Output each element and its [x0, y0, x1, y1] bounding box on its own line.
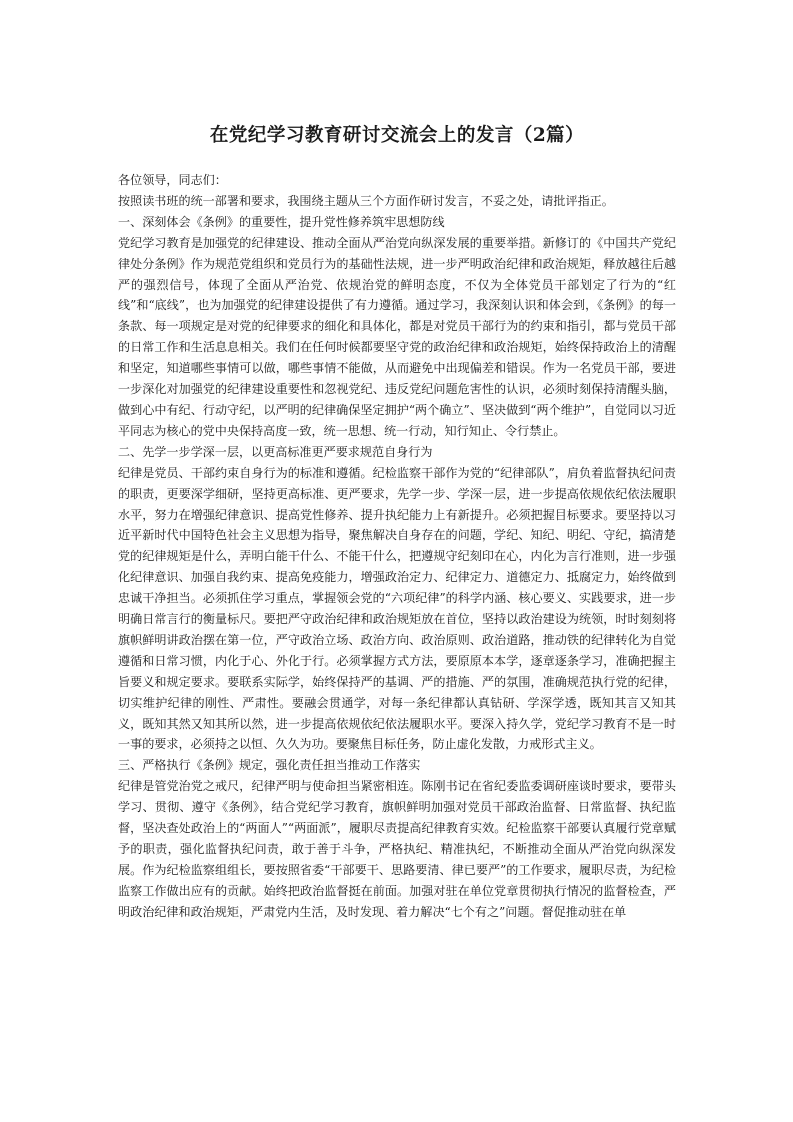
document-page	[118, 0, 676, 1122]
document-title: 在党纪学习教育研讨交流会上的发言（2篇）	[209, 125, 585, 146]
section-3-paragraph: 纪律是管党治党之戒尺，纪律严明与使命担当紧密相连。陈刚书记在省纪委监委调研座谈时要求，要带头学习、贯彻、遵守《条例》，结合党纪学习教育，旗帜鲜明加强对党员干部政治监督、日常监督、执纪监督，坚决查处政治上的“两面人”“两面派”，履职尽责提高纪律教育实效。纪检监察干部要认真履行党章赋予的职责，强化监督执纪问责，敢于善于斗争，严格执纪、精准执纪，不断推动全面从严治党向纵深发展。作为纪检监察组组长，要按照省委“干部要干、思路要清、律已要严”的工作要求，履职尽责，为纪检监察工作做出应有的贡献。始终把政治监督挺在前面。加强对驻在单位党章贯彻执行情况的监督检查，严明政治纪律和政治规矩，严肃党内生活，及时发现、着力解决“七个有之”问题。督促推动驻在单	[118, 779, 676, 919]
section-heading-3: 三、严格执行《条例》规定，强化责任担当推动工作落实	[118, 758, 421, 773]
intro-paragraph: 按照读书班的统一部署和要求，我围绕主题从三个方面作研讨发言，不妥之处，请批评指正。	[118, 193, 614, 208]
section-2-paragraph: 纪律是党员、干部约束自身行为的标准和遵循。纪检监察干部作为党的“纪律部队”，肩负着监督执纪问责的职责，更要深学细研，坚持更高标准、更严要求，先学一步、学深一层，进一步提高依规依纪依法履职水平，努力在增强纪律意识、提高党性修养、提升执纪能力上有新提升。必须把握目标要求。要坚持以习近平新时代中国特色社会主义思想为指导，聚焦解决自身存在的问题，学纪、知纪、明纪、守纪，搞清楚党的纪律规矩是什么，弄明白能干什么、不能干什么，把遵规守纪刻印在心，内化为言行准则，进一步强化纪律意识、加强自我约束、提高免疫能力，增强政治定力、纪律定力、道德定力、抵腐定力，始终做到忠诚干净担当。必须抓住学习重点，掌握领会党的“六项纪律”的科学内涵、核心要义、实践要求，进一步明确日常言行的衡量标尺。要把严守政治纪律和政治规矩放在首位，坚持以政治建设为统领，时时刻刻将旗帜鲜明讲政治摆在第一位，严守政治立场、政治方向、政治原则、政治道路，推动铁的纪律转化为自觉遵循和日常习惯，内化于心、外化于行。必须掌握方式方法，要原原本本学，逐章逐条学习，准确把握主旨要义和规定要求。要联系实际学，始终保持严的基调、严的措施、严的氛围，准确规范执行党的纪律，切实维护纪律的刚性、严肃性。要融会贯通学，对每一条纪律都认真钻研、学深学透，既知其言又知其义，既知其然又知其所以然，进一步提高依规依纪依法履职水平。要深入持久学，党纪学习教育不是一时一事的要求，必须持之以恒、久久为功。要聚焦目标任务，防止虚化发散，力戒形式主义。	[118, 465, 676, 752]
section-heading-1: 一、深刻体会《条例》的重要性，提升党性修养筑牢思想防线	[118, 214, 445, 229]
salutation: 各位领导，同志们：	[118, 173, 227, 187]
document-body	[118, 170, 676, 923]
section-heading-2: 二、先学一步学深一层，以更高标准更严要求规范自身行为	[118, 444, 433, 459]
section-1-paragraph: 党纪学习教育是加强党的纪律建设、推动全面从严治党向纵深发展的重要举措。新修订的《中国共产党纪律处分条例》作为规范党组织和党员行为的基础性法规，进一步严明政治纪律和政治规矩，释放越往后越严的强烈信号，体现了全面从严治党、依规治党的鲜明态度，不仅为全体党员干部划定了行为的“红线”和“底线”，也为加强党的纪律建设提供了有力遵循。通过学习，我深刻认识和体会到，《条例》的每一条款、每一项规定是对党的纪律要求的细化和具体化，都是对党员干部行为的约束和指引，都与党员干部的日常工作和生活息息相关。我们在任何时候都要坚守党的政治纪律和政治规矩，始终保持政治上的清醒和坚定，知道哪些事情可以做，哪些事情不能做，从而避免中出现偏差和错误。作为一名党员干部，要进一步深化对加强党的纪律建设重要性和忽视党纪、违反党纪问题危害性的认识，必须时刻保持清醒头脑，做到心中有纪、行动守纪，以严明的纪律确保坚定拥护“两个确立”、坚决做到“两个维护”，自觉同以习近平同志为核心的党中央保持高度一致，统一思想、统一行动，知行知止、令行禁止。	[118, 235, 676, 438]
